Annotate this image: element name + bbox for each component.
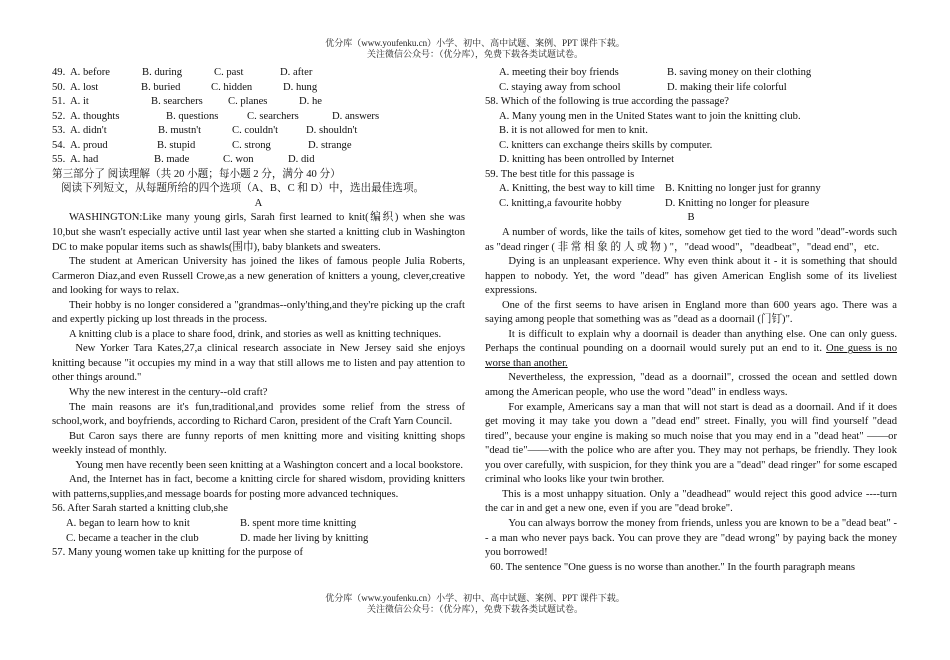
passage-b-p4-text: It is difficult to explain why a doornail is deader than anything else. One can only guess. Perhaps the continual pounding on a doornail would surely put an end to it. (485, 328, 897, 355)
passage-a-paragraph: But Caron says there are funny reports of men knitting more and visiting knitting shops weekly instead of monthly. (52, 430, 465, 457)
question-59-stem: 59. The best title for this passage is (485, 168, 635, 180)
passage-b-paragraph: This is a most unhappy situation. Only a "deadhead" would reject this good advice ----turn the car in and get a new one, even if you are "dead broke". (485, 488, 897, 515)
page-footer (0, 593, 950, 615)
cloze-option-a[interactable]: A. didn't (70, 125, 107, 137)
q57-option-c[interactable]: C. staying away from school (499, 81, 621, 93)
section3-title: 第三部分了 阅读理解（共 20 小题；每小题 2 分，满分 40 分） (52, 168, 341, 180)
q57-option-b[interactable]: B. saving money on their clothing (667, 67, 812, 78)
passage-b-paragraph: Dying is an unpleasant experience. Why even think about it - it is something that should happen to nobody. Yet, the word "dead" has given American English some of its liveliest expressions. (485, 256, 897, 297)
q59-option-d[interactable]: D. Knitting no longer for pleasure (665, 197, 810, 209)
question-57-stem: 57. Many young women take up knitting for the purpose of (52, 547, 303, 559)
passage-b-paragraph: For example, Americans say a man that will not start is dead as a doornail. And if it does get moving it may take you down a "dead end" street. Finally, you will find yourself "dead tired", because your engine is making so much noise that you may end in a "dead heat" ——or "dead tie"——with the police who are after you. They may not perhaps, be friendly. They look you over carefully, with suspicion, for they think you are a "dead" dead ringer" for some escaped criminal who looks like your twin brother. (485, 401, 897, 486)
passage-a-paragraph: Young men have recently been seen knitting at a Washington concert and a local bookstore. (75, 459, 463, 471)
cloze-option-d[interactable]: D. strange (308, 139, 352, 151)
cloze-question-number: 52. (52, 110, 66, 122)
cloze-option-b[interactable]: B. searchers (151, 96, 203, 108)
page-header (0, 38, 950, 60)
cloze-option-a[interactable]: A. thoughts (70, 110, 120, 122)
passage-b-paragraph: A number of words, like the tails of kites, somehow get tied to the word "dead"-words such as "dead ringer ( 非 常 相 象 的 人 或 物 ) "，"dead wood"，"deadbeat"，"dead end"，etc. (485, 227, 897, 253)
passage-a-paragraph: WASHINGTON:Like many young girls, Sarah first learned to knit(编织) when she was 10,but she wasn't especially active until last year when she started a knitting club in Washington DC to make popular items such as shawls(围巾), baby blankets and sweaters. (52, 212, 465, 253)
cloze-option-c[interactable]: C. searchers (247, 110, 299, 122)
passage-a-paragraph: Their hobby is no longer considered a "grandmas--only'thing,and they're picking up the craft and expertly picking up lost threads in the process. (52, 299, 465, 326)
cloze-option-a[interactable]: A. proud (70, 139, 108, 151)
cloze-option-c[interactable]: C. past (214, 67, 244, 78)
cloze-option-b[interactable]: B. buried (141, 81, 181, 93)
left-column (52, 66, 465, 561)
cloze-option-d[interactable]: D. shouldn't (306, 125, 358, 137)
q59-option-a[interactable]: A. Knitting, the best way to kill time (499, 183, 655, 195)
cloze-option-a[interactable]: A. lost (70, 81, 99, 93)
cloze-option-row (52, 153, 465, 168)
cloze-option-row (52, 95, 465, 110)
question-56-options-cd (52, 532, 465, 547)
q56-option-d[interactable]: D. made her living by knitting (240, 532, 369, 544)
q58-option-d[interactable]: D. knitting has been ontrolled by Internet (499, 154, 675, 166)
q57-option-a[interactable]: A. meeting their boy friends (499, 67, 619, 78)
cloze-option-c[interactable]: C. couldn't (232, 125, 279, 137)
cloze-option-row (52, 124, 465, 139)
question-56-stem: 56. After Sarah started a knitting club,she (52, 503, 228, 515)
right-column (485, 66, 897, 575)
cloze-option-row (52, 81, 465, 96)
passage-a-label: A (254, 197, 263, 209)
cloze-option-row (52, 66, 465, 81)
underlined-sentence: One guess is no worse than another. (485, 343, 898, 369)
cloze-question-number: 53. (52, 125, 66, 137)
cloze-question-number: 50. (52, 81, 66, 93)
section3-instruction: 阅读下列短文，从每题所给的四个选项（A、B、C 和 D）中，选出最佳选项。 (61, 183, 425, 195)
cloze-option-d[interactable]: D. hung (283, 81, 318, 93)
cloze-option-c[interactable]: C. planes (228, 96, 268, 108)
passage-b-paragraph: Nevertheless, the expression, "dead as a doornail", crossed the ocean and settled down among the American people, who use the word "dead" in endless ways. (485, 372, 897, 399)
question-57-options-ab (485, 66, 897, 81)
cloze-question-number: 54. (52, 139, 66, 151)
q58-option-a[interactable]: A. Many young men in the United States want to join the knitting club. (499, 110, 801, 122)
cloze-option-d[interactable]: D. after (280, 67, 313, 78)
question-58-stem: 58. Which of the following is true according the passage? (485, 96, 729, 108)
question-59-options-ab (485, 182, 897, 197)
q56-option-a[interactable]: A. began to learn how to knit (66, 517, 190, 529)
question-60-stem: 60. The sentence "One guess is no worse than another." In the fourth paragraph means (490, 561, 856, 573)
passage-a-paragraph: And, the Internet has in fact, become a knitting circle for shared wisdom, providing knitters with patterns,supplies,and message boards for posting more advanced techniques. (52, 474, 465, 500)
cloze-option-b[interactable]: B. made (154, 154, 190, 166)
passage-a-paragraph: The student at American University has joined the likes of famous people Julia Roberts, Carmeron Diaz,and even Russell Crowe,as a new generation of knitters a young, clever,creative and looking for ways to relax. (52, 256, 465, 297)
footer-line-2: 关注微信公众号：（优分库），免费下载各类试题试卷。 (366, 604, 583, 614)
cloze-option-a[interactable]: A. it (70, 96, 89, 108)
cloze-option-b[interactable]: B. mustn't (158, 125, 202, 137)
cloze-option-d[interactable]: D. did (288, 154, 315, 166)
cloze-option-row (52, 110, 465, 125)
cloze-option-c[interactable]: C. strong (232, 139, 271, 151)
passage-a-paragraph: New Yorker Tara Kates,27,a clinical research associate in New Jersey said she enjoys knitting because "it occupies my mind in a way that still allows me to listen and pay attention to other things around." (52, 343, 465, 384)
cloze-option-a[interactable]: A. before (70, 67, 111, 78)
cloze-question-number: 51. (52, 96, 66, 108)
q58-option-c[interactable]: C. knitters can exchange theirs skills by computer. (499, 139, 713, 151)
passage-a-paragraph: The main reasons are it's fun,traditional,and provides some relief from the stress of school,work, and boyfriends, according to Richard Caron, president of the Craft Yarn Council. (52, 401, 465, 428)
passage-b-label: B (687, 212, 695, 224)
header-line-1: 优分库（www.youfenku.cn）小学、初中、高中试题、案例、PPT 课件下载。 (325, 38, 625, 48)
question-57-options-cd (485, 81, 897, 96)
q56-option-c[interactable]: C. became a teacher in the club (66, 532, 199, 544)
cloze-option-b[interactable]: B. during (142, 67, 183, 78)
q59-option-c[interactable]: C. knitting,a favourite hobby (499, 197, 622, 209)
cloze-option-a[interactable]: A. had (70, 154, 99, 166)
question-56-options-ab (52, 517, 465, 532)
q56-option-b[interactable]: B. spent more time knitting (240, 517, 357, 529)
passage-b-paragraph (485, 328, 897, 372)
cloze-option-d[interactable]: D. he (299, 96, 322, 108)
passage-b-paragraph: One of the first seems to have arisen in England more than 600 years ago. There was a saying among people that something was as "dead as a doornail (门钉)". (485, 299, 897, 326)
footer-line-1: 优分库（www.youfenku.cn）小学、初中、高中试题、案例、PPT 课件下载。 (325, 593, 625, 603)
q59-option-b[interactable]: B. Knitting no longer just for granny (665, 183, 821, 195)
cloze-question-number: 55. (52, 154, 66, 166)
cloze-option-b[interactable]: B. stupid (157, 139, 196, 151)
passage-a-paragraph: Why the new interest in the century--old craft? (68, 387, 268, 399)
cloze-option-b[interactable]: B. questions (166, 110, 219, 122)
cloze-option-c[interactable]: C. won (223, 154, 254, 166)
passage-a-paragraph: A knitting club is a place to share food, drink, and stories as well as knitting techniques. (68, 328, 442, 340)
cloze-option-row (52, 139, 465, 154)
passage-b-paragraph: You can always borrow the money from friends, unless you are known to be a "dead beat" -- a man who never pays back. You can prove they are "dead wrong" by paying back the money you borrowed! (485, 517, 897, 559)
header-line-2: 关注微信公众号：（优分库），免费下载各类试题试卷。 (366, 49, 583, 59)
cloze-question-number: 49. (52, 67, 66, 78)
cloze-option-c[interactable]: C. hidden (211, 81, 253, 93)
q57-option-d[interactable]: D. making their life colorful (667, 81, 787, 93)
q58-option-b[interactable]: B. it is not allowed for men to knit. (499, 125, 648, 137)
cloze-option-d[interactable]: D. answers (332, 110, 380, 122)
question-59-options-cd (485, 197, 897, 212)
